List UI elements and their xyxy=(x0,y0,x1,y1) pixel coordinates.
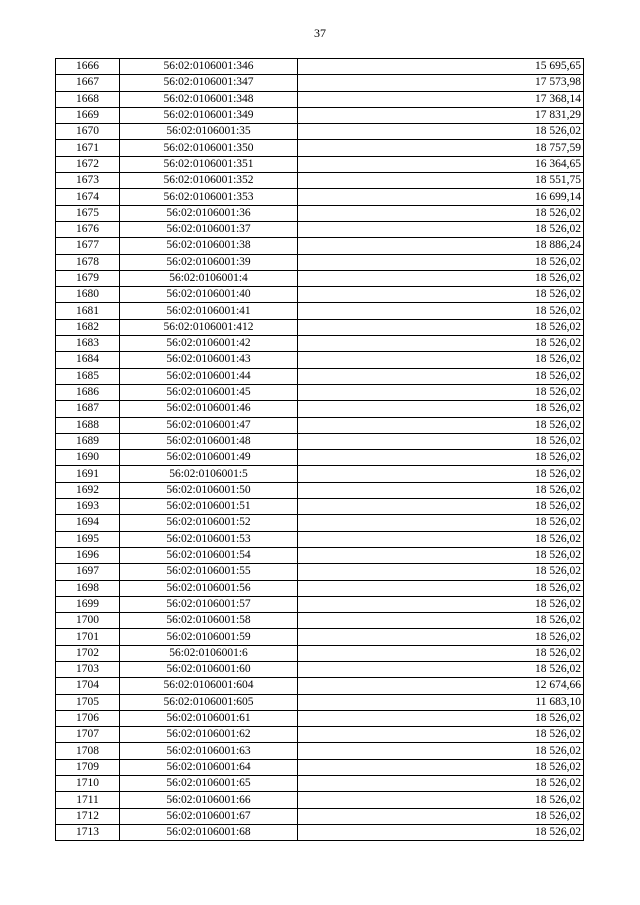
row-number-cell: 1668 xyxy=(56,91,120,107)
cadastral-number-cell: 56:02:0106001:43 xyxy=(120,352,298,368)
cadastral-number-cell: 56:02:0106001:45 xyxy=(120,384,298,400)
value-cell: 18 526,02 xyxy=(298,743,584,759)
value-cell: 12 674,66 xyxy=(298,678,584,694)
value-cell: 18 526,02 xyxy=(298,124,584,140)
row-number-cell: 1675 xyxy=(56,205,120,221)
row-number-cell: 1694 xyxy=(56,515,120,531)
cadastral-number-cell: 56:02:0106001:52 xyxy=(120,515,298,531)
value-cell: 16 364,65 xyxy=(298,156,584,172)
row-number-cell: 1706 xyxy=(56,710,120,726)
table-row xyxy=(56,156,584,172)
row-number-cell: 1687 xyxy=(56,401,120,417)
row-number-cell: 1670 xyxy=(56,124,120,140)
row-number-cell: 1680 xyxy=(56,287,120,303)
table-row xyxy=(56,303,584,319)
table-row xyxy=(56,352,584,368)
cadastral-number-cell: 56:02:0106001:67 xyxy=(120,808,298,824)
cadastral-number-cell: 56:02:0106001:56 xyxy=(120,580,298,596)
table-row xyxy=(56,645,584,661)
value-cell: 17 368,14 xyxy=(298,91,584,107)
cadastral-number-cell: 56:02:0106001:348 xyxy=(120,91,298,107)
table-row xyxy=(56,466,584,482)
value-cell: 18 526,02 xyxy=(298,433,584,449)
value-cell: 18 526,02 xyxy=(298,287,584,303)
value-cell: 18 526,02 xyxy=(298,319,584,335)
cadastral-number-cell: 56:02:0106001:59 xyxy=(120,629,298,645)
value-cell: 18 526,02 xyxy=(298,417,584,433)
value-cell: 18 526,02 xyxy=(298,384,584,400)
row-number-cell: 1702 xyxy=(56,645,120,661)
value-cell: 18 526,02 xyxy=(298,792,584,808)
cadastral-number-cell: 56:02:0106001:57 xyxy=(120,596,298,612)
table-row xyxy=(56,59,584,75)
table-row xyxy=(56,205,584,221)
table-row xyxy=(56,792,584,808)
table-row xyxy=(56,319,584,335)
table-row xyxy=(56,287,584,303)
cadastral-number-cell: 56:02:0106001:353 xyxy=(120,189,298,205)
cadastral-number-cell: 56:02:0106001:605 xyxy=(120,694,298,710)
row-number-cell: 1666 xyxy=(56,59,120,75)
cadastral-number-cell: 56:02:0106001:39 xyxy=(120,254,298,270)
cadastral-number-cell: 56:02:0106001:63 xyxy=(120,743,298,759)
table-row xyxy=(56,417,584,433)
cadastral-number-cell: 56:02:0106001:64 xyxy=(120,759,298,775)
row-number-cell: 1682 xyxy=(56,319,120,335)
value-cell: 18 526,02 xyxy=(298,629,584,645)
value-cell: 18 526,02 xyxy=(298,482,584,498)
table-row xyxy=(56,91,584,107)
table-row xyxy=(56,270,584,286)
row-number-cell: 1708 xyxy=(56,743,120,759)
cadastral-number-cell: 56:02:0106001:61 xyxy=(120,710,298,726)
row-number-cell: 1699 xyxy=(56,596,120,612)
table-row xyxy=(56,450,584,466)
row-number-cell: 1678 xyxy=(56,254,120,270)
table-row xyxy=(56,727,584,743)
value-cell: 18 757,59 xyxy=(298,140,584,156)
row-number-cell: 1700 xyxy=(56,613,120,629)
cadastral-number-cell: 56:02:0106001:350 xyxy=(120,140,298,156)
row-number-cell: 1689 xyxy=(56,433,120,449)
row-number-cell: 1697 xyxy=(56,564,120,580)
cadastral-number-cell: 56:02:0106001:38 xyxy=(120,238,298,254)
table-row xyxy=(56,254,584,270)
cadastral-number-cell: 56:02:0106001:349 xyxy=(120,107,298,123)
table-row xyxy=(56,547,584,563)
row-number-cell: 1683 xyxy=(56,336,120,352)
row-number-cell: 1705 xyxy=(56,694,120,710)
value-cell: 18 526,02 xyxy=(298,303,584,319)
table-row xyxy=(56,173,584,189)
row-number-cell: 1690 xyxy=(56,450,120,466)
table-row xyxy=(56,613,584,629)
table-row xyxy=(56,140,584,156)
cadastral-number-cell: 56:02:0106001:49 xyxy=(120,450,298,466)
value-cell: 18 526,02 xyxy=(298,205,584,221)
value-cell: 18 526,02 xyxy=(298,776,584,792)
cadastral-number-cell: 56:02:0106001:55 xyxy=(120,564,298,580)
value-cell: 18 526,02 xyxy=(298,336,584,352)
value-cell: 18 526,02 xyxy=(298,759,584,775)
row-number-cell: 1676 xyxy=(56,221,120,237)
cadastral-number-cell: 56:02:0106001:412 xyxy=(120,319,298,335)
value-cell: 18 526,02 xyxy=(298,352,584,368)
cadastral-number-cell: 56:02:0106001:65 xyxy=(120,776,298,792)
cadastral-number-cell: 56:02:0106001:352 xyxy=(120,173,298,189)
value-cell: 18 526,02 xyxy=(298,564,584,580)
table-row xyxy=(56,368,584,384)
table-row xyxy=(56,743,584,759)
table-row xyxy=(56,107,584,123)
value-cell: 18 526,02 xyxy=(298,824,584,840)
row-number-cell: 1696 xyxy=(56,547,120,563)
value-cell: 15 695,65 xyxy=(298,59,584,75)
cadastral-number-cell: 56:02:0106001:346 xyxy=(120,59,298,75)
table-row xyxy=(56,580,584,596)
row-number-cell: 1711 xyxy=(56,792,120,808)
value-cell: 18 526,02 xyxy=(298,401,584,417)
cadastral-number-cell: 56:02:0106001:62 xyxy=(120,727,298,743)
row-number-cell: 1709 xyxy=(56,759,120,775)
row-number-cell: 1695 xyxy=(56,531,120,547)
page-number: 37 xyxy=(314,26,326,40)
row-number-cell: 1684 xyxy=(56,352,120,368)
cadastral-number-cell: 56:02:0106001:604 xyxy=(120,678,298,694)
value-cell: 18 526,02 xyxy=(298,596,584,612)
table-row xyxy=(56,384,584,400)
table-row xyxy=(56,401,584,417)
row-number-cell: 1712 xyxy=(56,808,120,824)
cadastral-number-cell: 56:02:0106001:53 xyxy=(120,531,298,547)
cadastral-number-cell: 56:02:0106001:47 xyxy=(120,417,298,433)
cadastral-number-cell: 56:02:0106001:35 xyxy=(120,124,298,140)
cadastral-number-cell: 56:02:0106001:48 xyxy=(120,433,298,449)
table-row xyxy=(56,75,584,91)
value-cell: 17 573,98 xyxy=(298,75,584,91)
row-number-cell: 1679 xyxy=(56,270,120,286)
row-number-cell: 1667 xyxy=(56,75,120,91)
table-row xyxy=(56,596,584,612)
row-number-cell: 1672 xyxy=(56,156,120,172)
value-cell: 18 526,02 xyxy=(298,450,584,466)
table-row xyxy=(56,531,584,547)
row-number-cell: 1693 xyxy=(56,499,120,515)
cadastral-number-cell: 56:02:0106001:4 xyxy=(120,270,298,286)
value-cell: 18 526,02 xyxy=(298,613,584,629)
table-row xyxy=(56,776,584,792)
cadastral-number-cell: 56:02:0106001:40 xyxy=(120,287,298,303)
row-number-cell: 1674 xyxy=(56,189,120,205)
table-row xyxy=(56,336,584,352)
table-row xyxy=(56,629,584,645)
row-number-cell: 1669 xyxy=(56,107,120,123)
table-row xyxy=(56,221,584,237)
row-number-cell: 1685 xyxy=(56,368,120,384)
table-row xyxy=(56,515,584,531)
cadastral-number-cell: 56:02:0106001:68 xyxy=(120,824,298,840)
row-number-cell: 1703 xyxy=(56,661,120,677)
value-cell: 18 526,02 xyxy=(298,547,584,563)
cadastral-number-cell: 56:02:0106001:41 xyxy=(120,303,298,319)
cadastral-number-cell: 56:02:0106001:6 xyxy=(120,645,298,661)
value-cell: 18 526,02 xyxy=(298,368,584,384)
row-number-cell: 1710 xyxy=(56,776,120,792)
row-number-cell: 1704 xyxy=(56,678,120,694)
table-row xyxy=(56,433,584,449)
value-cell: 11 683,10 xyxy=(298,694,584,710)
value-cell: 18 526,02 xyxy=(298,531,584,547)
cadastral-number-cell: 56:02:0106001:36 xyxy=(120,205,298,221)
value-cell: 18 526,02 xyxy=(298,254,584,270)
table-row xyxy=(56,678,584,694)
row-number-cell: 1713 xyxy=(56,824,120,840)
value-cell: 18 526,02 xyxy=(298,580,584,596)
table-row xyxy=(56,564,584,580)
cadastral-number-cell: 56:02:0106001:37 xyxy=(120,221,298,237)
cadastral-number-cell: 56:02:0106001:60 xyxy=(120,661,298,677)
table-row xyxy=(56,824,584,840)
value-cell: 18 886,24 xyxy=(298,238,584,254)
table-row xyxy=(56,482,584,498)
cadastral-number-cell: 56:02:0106001:44 xyxy=(120,368,298,384)
value-cell: 18 526,02 xyxy=(298,466,584,482)
value-cell: 18 526,02 xyxy=(298,808,584,824)
cadastral-number-cell: 56:02:0106001:347 xyxy=(120,75,298,91)
cadastral-number-cell: 56:02:0106001:351 xyxy=(120,156,298,172)
table-row xyxy=(56,661,584,677)
value-cell: 17 831,29 xyxy=(298,107,584,123)
cadastral-number-cell: 56:02:0106001:42 xyxy=(120,336,298,352)
row-number-cell: 1681 xyxy=(56,303,120,319)
row-number-cell: 1701 xyxy=(56,629,120,645)
cadastral-number-cell: 56:02:0106001:58 xyxy=(120,613,298,629)
cadastral-number-cell: 56:02:0106001:5 xyxy=(120,466,298,482)
table-row xyxy=(56,710,584,726)
cadastral-number-cell: 56:02:0106001:66 xyxy=(120,792,298,808)
table-body xyxy=(56,59,584,841)
table-row xyxy=(56,124,584,140)
table-row xyxy=(56,189,584,205)
row-number-cell: 1671 xyxy=(56,140,120,156)
row-number-cell: 1677 xyxy=(56,238,120,254)
row-number-cell: 1686 xyxy=(56,384,120,400)
row-number-cell: 1692 xyxy=(56,482,120,498)
cadastral-number-cell: 56:02:0106001:51 xyxy=(120,499,298,515)
row-number-cell: 1688 xyxy=(56,417,120,433)
cadastral-number-cell: 56:02:0106001:54 xyxy=(120,547,298,563)
row-number-cell: 1691 xyxy=(56,466,120,482)
table-row xyxy=(56,238,584,254)
value-cell: 18 526,02 xyxy=(298,710,584,726)
table-row xyxy=(56,808,584,824)
row-number-cell: 1673 xyxy=(56,173,120,189)
row-number-cell: 1707 xyxy=(56,727,120,743)
value-cell: 18 526,02 xyxy=(298,515,584,531)
cadastral-number-cell: 56:02:0106001:46 xyxy=(120,401,298,417)
row-number-cell: 1698 xyxy=(56,580,120,596)
value-cell: 18 526,02 xyxy=(298,661,584,677)
table-row xyxy=(56,759,584,775)
value-cell: 16 699,14 xyxy=(298,189,584,205)
cadastral-number-cell: 56:02:0106001:50 xyxy=(120,482,298,498)
table-row xyxy=(56,499,584,515)
value-cell: 18 526,02 xyxy=(298,645,584,661)
value-cell: 18 526,02 xyxy=(298,727,584,743)
value-cell: 18 526,02 xyxy=(298,221,584,237)
value-cell: 18 526,02 xyxy=(298,270,584,286)
cadastral-table xyxy=(55,58,584,841)
value-cell: 18 526,02 xyxy=(298,499,584,515)
value-cell: 18 551,75 xyxy=(298,173,584,189)
table-row xyxy=(56,694,584,710)
